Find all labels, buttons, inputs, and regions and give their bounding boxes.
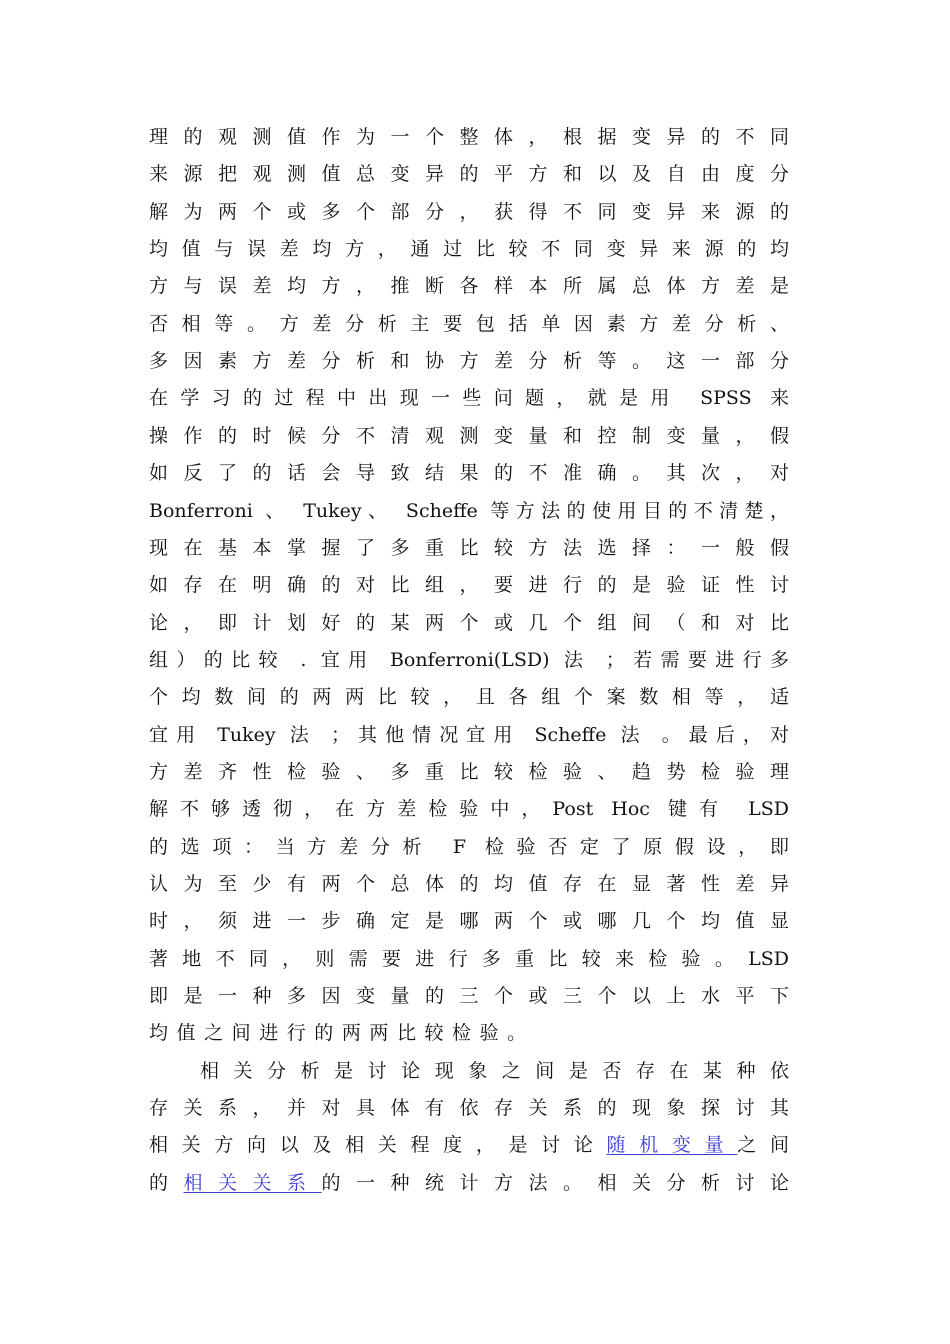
text-segment: 现在基本掌握了多重比较方法选择：一般假	[149, 537, 789, 559]
text-segment: 即是一种多因变量的三个或三个以上水平下	[149, 985, 789, 1007]
text-segment: 组）的比较 . 宜用 Bonferroni(LSD) 法 ；若需要进行多	[149, 649, 789, 671]
text-segment: 相关分析是讨论现象之间是否存在某种依	[200, 1060, 789, 1082]
text-line	[149, 346, 789, 376]
text-segment: 个均数间的两两比较，且各组个案数相等，适	[149, 686, 789, 708]
text-segment: 均值与误差均方，通过比较不同变异来源的均	[149, 238, 789, 260]
text-line	[149, 869, 789, 899]
text-line	[149, 421, 789, 451]
text-line	[149, 720, 789, 750]
text-line	[149, 458, 789, 488]
text-segment: 的一种统计方法。相关分析讨论	[321, 1172, 789, 1194]
text-line	[149, 682, 789, 712]
text-segment: 操作的时候分不清观测变量和控制变量，假	[149, 425, 789, 447]
text-line	[149, 271, 789, 301]
text-segment: 均值之间进行的两两比较检验。	[149, 1022, 535, 1044]
text-line	[149, 383, 789, 413]
text-segment: 否相等。方差分析主要包括单因素方差分析、	[149, 313, 789, 335]
text-line	[149, 159, 789, 189]
text-line	[149, 645, 789, 675]
text-segment: 解为两个或多个部分，获得不同变异来源的	[149, 201, 789, 223]
text-segment: 的	[149, 1172, 184, 1194]
text-segment: 之间	[737, 1134, 789, 1156]
text-segment: 的选项：当方差分析 F 检验否定了原假设，即	[149, 836, 789, 858]
text-segment: 解不够透彻，在方差检验中，Post Hoc 键有 LSD	[149, 798, 789, 820]
text-line	[149, 309, 789, 339]
hyperlink[interactable]: 相关关系	[183, 1172, 322, 1194]
text-segment: 宜用 Tukey 法 ；其他情况宜用 Scheffe 法 。最后，对	[149, 724, 789, 746]
text-line	[149, 1168, 789, 1198]
text-line	[149, 832, 789, 862]
text-line	[149, 757, 789, 787]
text-segment: Bonferroni 、 Tukey、 Scheffe 等方法的使用目的不清楚，	[149, 500, 789, 522]
text-segment: 相关方向以及相关程度，是讨论	[149, 1134, 607, 1156]
text-segment: 认为至少有两个总体的均值存在显著性差异	[149, 873, 789, 895]
text-segment: 方与误差均方，推断各样本所属总体方差是	[149, 275, 789, 297]
text-segment: 如存在明确的对比组，要进行的是验证性讨	[149, 574, 789, 596]
text-line	[149, 496, 789, 526]
text-line	[149, 533, 789, 563]
text-line	[149, 794, 789, 824]
text-line	[149, 197, 789, 227]
text-line	[149, 570, 789, 600]
text-segment: 著地不同，则需要进行多重比较来检验。LSD	[149, 948, 789, 970]
text-line	[149, 944, 789, 974]
text-line	[149, 1018, 789, 1048]
text-line	[149, 608, 789, 638]
text-segment: 存关系，并对具体有依存关系的现象探讨其	[149, 1097, 789, 1119]
text-segment: 理的观测值作为一个整体，根据变异的不同	[149, 126, 789, 148]
text-line	[149, 906, 789, 936]
text-line	[149, 234, 789, 264]
text-line	[149, 1093, 789, 1123]
text-segment: 时，须进一步确定是哪两个或哪几个均值显	[149, 910, 789, 932]
text-segment: 在学习的过程中出现一些问题，就是用 SPSS 来	[149, 387, 789, 409]
text-segment: 来源把观测值总变异的平方和以及自由度分	[149, 163, 789, 185]
text-line	[149, 981, 789, 1011]
text-segment: 如反了的话会导致结果的不准确。其次，对	[149, 462, 789, 484]
text-segment: 论，即计划好的某两个或几个组间（和对比	[149, 612, 789, 634]
hyperlink[interactable]: 随机变量	[606, 1134, 738, 1156]
text-line	[149, 1130, 789, 1160]
text-segment: 方差齐性检验、多重比较检验、趋势检验理	[149, 761, 789, 783]
text-line	[149, 122, 789, 152]
text-segment: 多因素方差分析和协方差分析等。这一部分	[149, 350, 789, 372]
text-line	[200, 1056, 789, 1086]
